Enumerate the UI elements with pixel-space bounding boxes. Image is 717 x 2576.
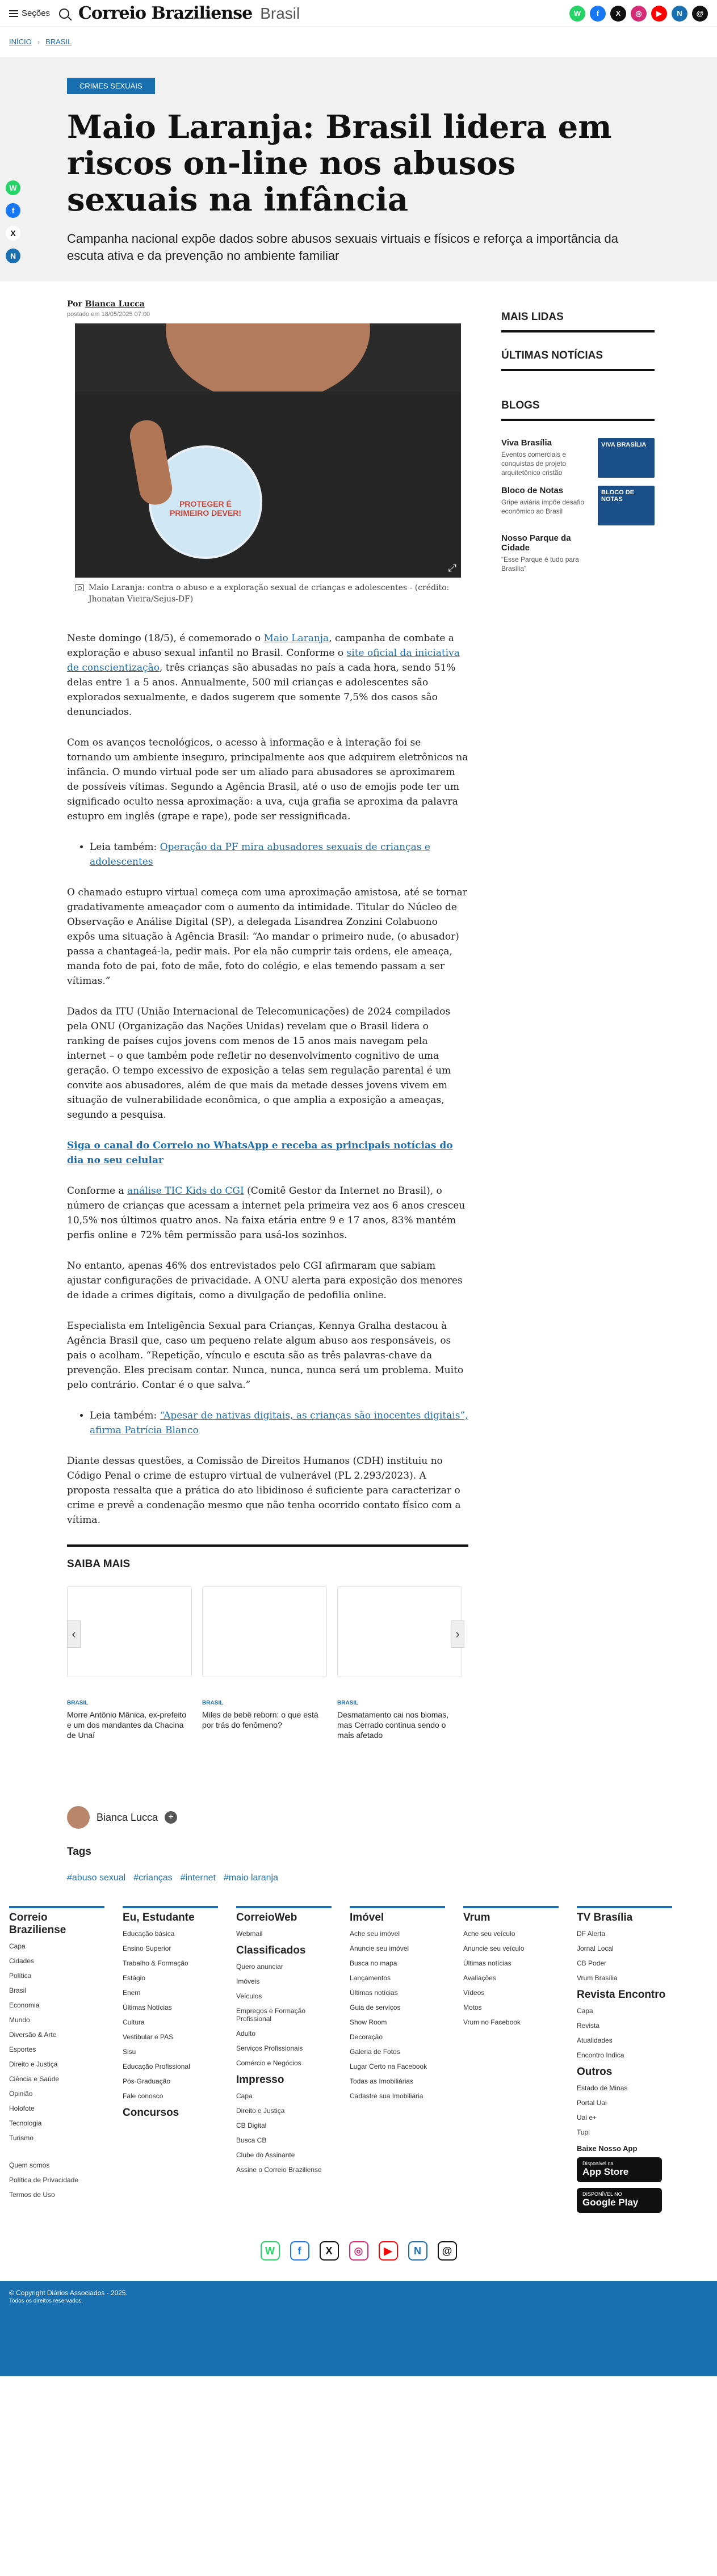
footer-heading[interactable]: Vrum xyxy=(463,1912,490,1923)
footer-link xyxy=(9,2149,104,2154)
saiba-mais-carousel xyxy=(67,1586,468,1740)
author-box xyxy=(67,1806,468,1829)
footer-subheading[interactable]: Impresso xyxy=(236,2074,284,2086)
footer-link[interactable]: CB Digital xyxy=(236,2122,267,2129)
blog-thumbnail: VIVA BRASÍLIA xyxy=(598,438,655,478)
card-title: Morre Antônio Mânica, ex-prefeito e um dos mandantes da Chacina de Unaí xyxy=(67,1710,187,1740)
paragraph-8: Diante dessas questões, a Comissão de Direitos Humanos (CDH) instituiu no Código Penal o crime de estupro virtual de vulnerável (PL 2.293/2023). A proposta ressalta que a prática do ato libidinoso é suficiente para caracterizar o crime e prevê a condenação mesmo que não tenha ocorrido contato físico com a vítima. xyxy=(67,1455,461,1526)
also-read-list-1: • Leia também: Operação da PF mira abusadores sexuais de crianças e adolescentes xyxy=(90,840,468,869)
share-facebook-icon[interactable]: f xyxy=(6,203,20,218)
footer-link[interactable]: Encontro Indica xyxy=(577,2051,624,2059)
article-body xyxy=(67,300,468,1883)
footer-link[interactable]: Esportes xyxy=(9,2045,36,2053)
whatsapp-cta-paragraph xyxy=(67,1138,468,1168)
footer-link[interactable]: Estado de Minas xyxy=(577,2084,628,2092)
expand-icon[interactable]: ⤢ xyxy=(448,562,456,574)
footer-link[interactable]: Motos xyxy=(463,2003,482,2011)
breadcrumb-home[interactable]: INÍCIO xyxy=(9,37,32,46)
footer-heading[interactable]: Correio Braziliense xyxy=(9,1912,66,1936)
footer-heading[interactable]: Imóvel xyxy=(350,1912,384,1923)
footer-link[interactable]: Veículos xyxy=(236,1992,262,2000)
avatar[interactable] xyxy=(67,1806,90,1829)
footer-link[interactable]: Adulto xyxy=(236,2030,256,2038)
footer-link[interactable]: Mundo xyxy=(9,2016,30,2024)
footer-link[interactable]: Turismo xyxy=(9,2134,33,2142)
footer-subheading[interactable]: Concursos xyxy=(123,2107,179,2119)
footer-column xyxy=(236,1906,332,2219)
footer-link[interactable]: Brasil xyxy=(9,1986,27,1994)
photo-chin xyxy=(166,323,370,403)
footer-link[interactable]: Últimas notícias xyxy=(463,1959,511,1967)
instagram-icon[interactable]: ◎ xyxy=(631,6,647,22)
share-whatsapp-icon[interactable]: W xyxy=(6,180,20,195)
footer-heading[interactable]: CorreioWeb xyxy=(236,1912,297,1923)
facebook-icon[interactable]: f xyxy=(590,6,606,22)
paragraph-4: Dados da ITU (União Internacional de Telecomunicações) de 2024 compilados pela ONU (Organização das Nações Unidas) revelam que o Brasil lidera o ranking de países cujos jovens com menos de 15 anos mais navegam pela internet – o que também pode refletir no desenvolvimento cognitivo de uma geração. O tempo excessivo de exposição a telas sem regulação parental é um convite aos abusadores, além de que mais da metade desses jovens vivem em situação de vulnerabilidade econômica, o que amplia a exposição a ameaças, segundo a pesquisa. xyxy=(67,1006,451,1121)
footer-link[interactable]: Últimas notícias xyxy=(350,1989,398,1997)
footer-link[interactable]: Ache seu veículo xyxy=(463,1930,515,1938)
footer-link[interactable]: Cultura xyxy=(123,2018,145,2026)
card-thumbnail xyxy=(202,1586,327,1677)
app-title: Baixe Nosso App xyxy=(577,2144,638,2153)
plus-icon[interactable]: + xyxy=(165,1811,177,1824)
footer-link[interactable]: Guia de serviços xyxy=(350,2003,401,2011)
footer-link[interactable]: Cidades xyxy=(9,1957,35,1965)
footer-link[interactable]: Política xyxy=(9,1972,32,1980)
saiba-mais xyxy=(67,1544,468,1740)
page-title: Maio Laranja: Brasil lidera em riscos on-line nos abusos sexuais na infância xyxy=(67,108,612,218)
carousel-next-icon[interactable]: › xyxy=(451,1620,464,1648)
footer-link[interactable]: Sisu xyxy=(123,2048,136,2056)
footer-column xyxy=(577,1906,672,2219)
footer-link[interactable]: Lançamentos xyxy=(350,1974,391,1982)
article-hero xyxy=(0,57,717,281)
share-news-icon[interactable]: N xyxy=(6,249,20,263)
card-thumbnail xyxy=(337,1586,462,1677)
footer-link[interactable]: Direito e Justiça xyxy=(236,2107,285,2115)
blog-item[interactable] xyxy=(501,486,655,525)
threads-icon[interactable]: @ xyxy=(438,2241,457,2261)
breadcrumb-separator: › xyxy=(37,37,40,46)
card-thumbnail xyxy=(67,1586,192,1677)
footer-link[interactable]: CB Poder xyxy=(577,1959,607,1967)
maio-laranja-link[interactable]: Maio Laranja xyxy=(263,633,329,644)
footer-link[interactable]: Serviços Profissionais xyxy=(236,2044,303,2052)
footer-link[interactable]: Atualidades xyxy=(577,2036,613,2044)
footer-link[interactable]: Portal Uai xyxy=(577,2099,607,2107)
rights-text: Todos os direitos reservados. xyxy=(9,2298,83,2304)
paragraph-3: O chamado estupro virtual começa com uma aproximação amistosa, até se tornar gradativamente ameaçador com o aumento da intimidade. Titular do Núcleo de Observação e Análise Digital (SP), a delegada Lisandrea Zonzini Colabuono expôs uma situação à Agência Brasil: “Ao mandar o primeiro nude, (o abusador) passa a chantageá-la, pedir mais. Por ela não cumprir tais ordens, ele ameaça, manda foto de pai, foto de mãe, foto do colégio, e elas temendo passam a ser vítimas.” xyxy=(67,887,467,987)
footer-subheading[interactable]: Revista Encontro xyxy=(577,1989,666,2001)
blog-desc: Eventos comerciais e conquistas de projeto arquitetônico cristão xyxy=(501,451,567,477)
copyright-bar xyxy=(0,2281,717,2376)
saiba-mais-title: SAIBA MAIS xyxy=(67,1558,131,1570)
byline xyxy=(67,300,468,309)
site-header xyxy=(0,0,717,27)
also-read-list-2: • Leia também: “Apesar de nativas digitais, as crianças são inocentes digitais”, afirma Patrícia Blanco xyxy=(90,1408,468,1438)
footer-link[interactable]: Assine o Correio Braziliense xyxy=(236,2166,322,2174)
footer-link[interactable]: Trabalho & Formação xyxy=(123,1959,188,1967)
copyright-text: © Copyright Diários Associados - 2025. xyxy=(9,2289,128,2297)
footer-column xyxy=(9,1906,104,2219)
byline-prefix: Por xyxy=(67,300,82,309)
footer-link[interactable]: Educação básica xyxy=(123,1930,175,1938)
footer-link[interactable]: Ache seu imóvel xyxy=(350,1930,400,1938)
facebook-icon[interactable]: f xyxy=(290,2241,309,2261)
category-tag[interactable]: CRIMES SEXUAIS xyxy=(67,78,155,94)
youtube-icon[interactable]: ▶ xyxy=(379,2241,398,2261)
share-x-icon[interactable]: X xyxy=(6,226,20,241)
footer-link[interactable]: Pós-Graduação xyxy=(123,2077,171,2085)
app-store-button[interactable]: Disponível na App Store xyxy=(577,2157,662,2182)
caption-text: Maio Laranja: contra o abuso e a exploração sexual de crianças e adolescentes - (crédito: Jhonatan Vieira/Sejus-DF) xyxy=(89,583,450,604)
related-card[interactable] xyxy=(337,1586,462,1740)
footer-link[interactable]: Capa xyxy=(236,2092,253,2100)
footer-link[interactable]: Últimas Notícias xyxy=(123,2003,172,2011)
blog-thumbnail: BLOCO DE NOTAS xyxy=(598,486,655,525)
footer-link[interactable]: Fale conosco xyxy=(123,2092,163,2100)
carousel-prev-icon[interactable]: ‹ xyxy=(67,1620,81,1648)
footer-link[interactable]: Capa xyxy=(9,1942,26,1950)
also-read-link-1[interactable]: Operação da PF mira abusadores sexuais de crianças e adolescentes xyxy=(90,841,430,868)
card-category: BRASIL xyxy=(337,1700,359,1706)
footer-link[interactable]: Ciência e Saúde xyxy=(9,2075,60,2083)
footer-link[interactable]: Anuncie seu veículo xyxy=(463,1944,525,1952)
footer-link[interactable]: Galeria de Fotos xyxy=(350,2048,400,2056)
paragraph-6: No entanto, apenas 46% dos entrevistados pelo CGI afirmaram que sabiam ajustar configurações de privacidade. A ONU alerta para exposição dos menores de idade a crimes digitais, como a divulgação de pedofilia online. xyxy=(67,1260,463,1301)
article-photo[interactable] xyxy=(75,323,461,578)
breadcrumb-section[interactable]: BRASIL xyxy=(45,37,72,46)
related-card[interactable] xyxy=(67,1586,192,1740)
footer-link[interactable]: Direito e Justiça xyxy=(9,2060,58,2068)
footer-link[interactable]: Vrum no Facebook xyxy=(463,2018,521,2026)
paragraph-7: Especialista em Inteligência Sexual para Crianças, Kennya Gralha destacou à Agência Brasil que, caso um pequeno relate algum abuso aos responsáveis, os pais o acolham. “Repetição, vínculo e escuta são as três palavras-chave da prevenção. Eles precisam contar. Nunca, nunca, nunca será um problema. Muito pelo contrário. Contar é o que salva.” xyxy=(67,1320,464,1391)
card-title: Miles de bebê reborn: o que está por trás do fenômeno? xyxy=(202,1710,318,1729)
footer-link[interactable]: Vrum Brasília xyxy=(577,1974,618,1982)
mais-lidas-title: MAIS LIDAS xyxy=(501,311,655,332)
breadcrumb xyxy=(0,27,717,56)
author-name[interactable]: Bianca Lucca xyxy=(97,1811,158,1823)
paragraph-2: Com os avanços tecnológicos, o acesso à informação e à interação foi se tornando um ambiente inseguro, principalmente aos que adquirem eletrônicos na infância. O mundo virtual pode ser um aliado para abusadores se aproximarem de possíveis vítimas. Segundo a Agência Brasil, até o uso de emojis pode ter um significado oculto nessa aproximação: a uva, cuja grafia se aproxima da palavra estupro em inglês (grape e rape), pode ser ressignificada. xyxy=(67,737,468,822)
site-footer xyxy=(0,1906,717,2376)
tags-title: Tags xyxy=(67,1846,91,1858)
footer-link[interactable]: Opinião xyxy=(9,2090,33,2098)
ultimas-noticias-title: ÚLTIMAS NOTÍCIAS xyxy=(501,350,655,371)
footer-link[interactable]: Enem xyxy=(123,1989,141,1997)
whatsapp-cta-link[interactable]: Siga o canal do Correio no WhatsApp e receba as principais notícias do dia no seu celular xyxy=(67,1140,453,1166)
camera-icon xyxy=(75,584,84,591)
news-icon[interactable]: N xyxy=(408,2241,427,2261)
footer-columns xyxy=(0,1906,717,2219)
footer-link[interactable]: Avaliações xyxy=(463,1974,496,1982)
footer-link[interactable]: Busca no mapa xyxy=(350,1959,397,1967)
google-play-button[interactable]: DISPONÍVEL NO Google Play xyxy=(577,2188,662,2213)
card-category: BRASIL xyxy=(67,1700,89,1706)
hamburger-icon xyxy=(9,9,18,19)
footer-link[interactable]: Decoração xyxy=(350,2033,383,2041)
blog-name: Bloco de Notas xyxy=(501,486,564,495)
blog-item[interactable] xyxy=(501,533,655,573)
footer-link[interactable]: Holofote xyxy=(9,2104,35,2112)
card-title: Desmatamento cai nos biomas, mas Cerrado continua sendo o mais afetado xyxy=(337,1710,449,1740)
footer-link[interactable]: Uai e+ xyxy=(577,2114,597,2122)
article-subtitle: Campanha nacional expõe dados sobre abusos sexuais virtuais e físicos e reforça a importância da escuta ativa e da prevenção no ambiente familiar xyxy=(67,231,618,263)
footer-link[interactable]: Tupi xyxy=(577,2128,590,2136)
card-category: BRASIL xyxy=(202,1700,224,1706)
footer-link[interactable]: Clube do Assinante xyxy=(236,2151,295,2159)
also-read-link-2[interactable]: “Apesar de nativas digitais, as crianças são inocentes digitais”, afirma Patrícia Blanco xyxy=(90,1410,468,1436)
site-logo[interactable]: Correio Braziliense xyxy=(78,3,253,23)
blogs-title: BLOGS xyxy=(501,399,655,421)
blog-item[interactable] xyxy=(501,438,655,478)
tag-link[interactable]: #maio laranja xyxy=(223,1873,278,1883)
footer-subheading[interactable]: Classificados xyxy=(236,1944,306,1956)
footer-link[interactable]: DF Alerta xyxy=(577,1930,606,1938)
footer-column xyxy=(463,1906,559,2219)
photo-shirt xyxy=(75,392,461,578)
footer-link[interactable]: Política de Privacidade xyxy=(9,2176,79,2184)
related-card[interactable] xyxy=(202,1586,327,1740)
header-social-links xyxy=(569,6,708,22)
footer-link[interactable]: Tecnologia xyxy=(9,2119,42,2127)
footer-link[interactable]: Quem somos xyxy=(9,2161,50,2169)
x-icon[interactable]: X xyxy=(320,2241,339,2261)
search-icon[interactable] xyxy=(59,9,69,19)
youtube-icon[interactable]: ▶ xyxy=(651,6,667,22)
footer-link[interactable]: Cadastre sua Imobiliária xyxy=(350,2092,424,2100)
tag-link[interactable]: #internet xyxy=(180,1873,216,1883)
blog-desc: “Esse Parque é tudo para Brasília” xyxy=(501,555,579,573)
footer-link[interactable]: Revista xyxy=(577,2022,600,2030)
paragraph-1: Neste domingo (18/5), é comemorado o Maio Laranja, campanha de combate a exploração e abuso sexual infantil no Brasil. Conforme o site oficial da iniciativa de conscientização, três crianças são abusadas no país a cada hora, sendo 51% delas entre 1 a 5 anos. Annualmente, 500 mil crianças e adolescentes são explorados sexualmente, e dados sugerem que somente 7,5% dos casos são denunciados. xyxy=(67,633,460,718)
official-site-link[interactable]: site oficial da iniciativa de conscientização xyxy=(67,647,460,674)
tag-link[interactable]: #abuso sexual xyxy=(67,1873,126,1883)
footer-link[interactable]: Show Room xyxy=(350,2018,387,2026)
post-date: postado em 18/05/2025 07:00 xyxy=(67,311,150,318)
footer-link[interactable]: Empregos e Formação Profissional xyxy=(236,2007,306,2023)
photo-caption xyxy=(75,582,468,605)
menu-label: Seções xyxy=(22,9,51,18)
whatsapp-icon[interactable]: W xyxy=(569,6,585,22)
tag-list xyxy=(67,1873,468,1883)
footer-link[interactable]: Comércio e Negócios xyxy=(236,2059,301,2067)
threads-icon[interactable]: @ xyxy=(692,6,708,22)
footer-link[interactable]: Vídeos xyxy=(463,1989,485,1997)
footer-subheading[interactable]: Outros xyxy=(577,2066,613,2078)
blog-name: Viva Brasília xyxy=(501,438,552,448)
x-icon[interactable]: X xyxy=(610,6,626,22)
footer-link[interactable]: Economia xyxy=(9,2001,40,2009)
footer-column xyxy=(123,1906,218,2219)
footer-column xyxy=(350,1906,445,2219)
footer-link[interactable]: Imóveis xyxy=(236,1977,260,1985)
menu-button[interactable] xyxy=(9,9,50,19)
footer-link[interactable]: Todas as Imobiliárias xyxy=(350,2077,414,2085)
footer-heading[interactable]: Eu, Estudante xyxy=(123,1912,195,1923)
whatsapp-icon[interactable]: W xyxy=(261,2241,280,2261)
paragraph-5: Conforme a análise TIC Kids do CGI (Comitê Gestor da Internet no Brasil), o número de crianças que acessam a internet pela primeira vez aos 6 anos cresceu 10,5% nos últimos quatro anos. Na faixa etária entre 9 e 17 anos, 83% mantém perfis online e 72% têm permissão para usá-los sozinhos. xyxy=(67,1185,466,1241)
blog-thumbnail xyxy=(598,533,655,573)
footer-link[interactable]: Quero anunciar xyxy=(236,1963,283,1971)
footer-link[interactable]: Capa xyxy=(577,2007,593,2015)
tag-link[interactable]: #crianças xyxy=(133,1873,173,1883)
photo-badge-text: PROTEGER É PRIMEIRO DEVER! xyxy=(169,499,241,517)
tic-kids-link[interactable]: análise TIC Kids do CGI xyxy=(127,1185,244,1197)
author-link[interactable]: Bianca Lucca xyxy=(85,300,145,309)
blog-desc: Gripe aviária impõe desafio econômico ao Brasil xyxy=(501,498,585,515)
instagram-icon[interactable]: ◎ xyxy=(349,2241,368,2261)
footer-link[interactable]: Jornal Local xyxy=(577,1944,614,1952)
footer-social-links xyxy=(0,2241,717,2261)
footer-heading[interactable]: TV Brasília xyxy=(577,1912,633,1923)
sidebar xyxy=(501,300,655,1883)
section-name: Brasil xyxy=(260,4,300,22)
footer-link[interactable]: Diversão & Arte xyxy=(9,2031,57,2039)
article-text xyxy=(67,631,468,1527)
footer-link[interactable]: Ensino Superior xyxy=(123,1944,171,1952)
footer-link[interactable]: Termos de Uso xyxy=(9,2191,55,2199)
footer-link[interactable]: Busca CB xyxy=(236,2136,267,2144)
footer-link[interactable]: Estágio xyxy=(123,1974,146,1982)
footer-link[interactable]: Vestibular e PAS xyxy=(123,2033,174,2041)
news-icon[interactable]: N xyxy=(672,6,687,22)
share-sidebar xyxy=(6,180,20,263)
footer-link[interactable]: Webmail xyxy=(236,1930,263,1938)
footer-link[interactable]: Lugar Certo na Facebook xyxy=(350,2063,427,2070)
blog-name: Nosso Parque da Cidade xyxy=(501,533,571,553)
footer-link[interactable]: Anuncie seu imóvel xyxy=(350,1944,409,1952)
footer-link[interactable]: Educação Profissional xyxy=(123,2063,190,2070)
